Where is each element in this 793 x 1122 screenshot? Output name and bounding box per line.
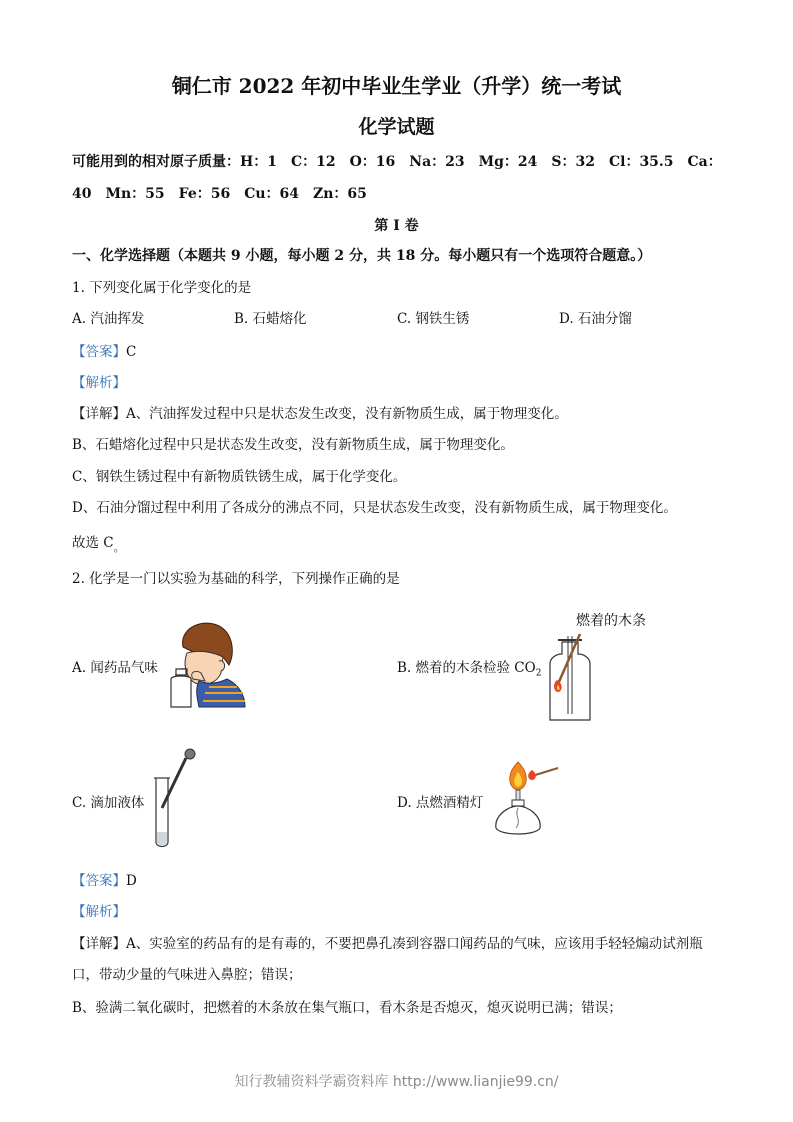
q1-stem: 1. 下列变化属于化学变化的是 <box>72 280 252 296</box>
exam-title: 铜仁市 2022 年初中毕业生学业（升学）统一考试 <box>171 74 622 98</box>
q1-conclusion <box>72 531 125 554</box>
detail-tag: 【详解】 <box>72 936 126 952</box>
q2-option-d: D. 点燃酒精灯 <box>397 795 484 811</box>
exam-subtitle: 化学试题 <box>358 116 435 138</box>
lamp-cap <box>512 800 524 806</box>
dropper-bulb <box>185 749 195 759</box>
option-b-subscript: 2 <box>535 668 542 679</box>
q1-detail-a <box>72 402 568 422</box>
q2-detail-a1 <box>72 932 703 952</box>
q2-option-b <box>397 656 541 679</box>
liquid <box>157 832 167 845</box>
section-heading: 一、化学选择题（本题共 9 小题，每小题 2 分，共 18 分。每小题只有一个选项符合题意。） <box>72 248 652 264</box>
q1-option-a: A. 汽油挥发 <box>72 311 145 327</box>
page-footer: 知行教辅资料学霸资料库 http://www.lianjie99.cn/ <box>234 1074 559 1090</box>
answer-value: C <box>126 344 137 360</box>
q1-option-c: C. 钢铁生锈 <box>397 311 470 327</box>
q2-option-c: C. 滴加液体 <box>72 795 145 811</box>
detail-text: A、汽油挥发过程中只是状态发生改变，没有新物质生成，属于物理变化。 <box>126 406 568 422</box>
q1-answer <box>72 340 136 360</box>
figure-dropper <box>150 748 200 852</box>
q2-answer <box>72 869 137 889</box>
atomic-mass-line2: 40 Mn：55 Fe：56 Cu：64 Zn：65 <box>72 186 367 202</box>
figure-alcohol-lamp <box>488 758 564 840</box>
q2-detail-b: B、验满二氧化碳时，把燃着的木条放在集气瓶口，看木条是否熄灭，熄灭说明已满；错误； <box>72 1000 622 1016</box>
bottle-neck <box>176 669 186 675</box>
q1-detail-b: B、石蜡熔化过程中只是状态发生改变，没有新物质生成，属于物理变化。 <box>72 437 514 453</box>
option-b-text: B. 燃着的木条检验 CO <box>397 660 536 676</box>
q1-option-b: B. 石蜡熔化 <box>234 311 307 327</box>
q1-detail-d: D、石油分馏过程中利用了各成分的沸点不同，只是状态发生改变，没有新物质生成，属于物理变化。 <box>72 500 677 516</box>
match-stick <box>532 768 558 776</box>
conclusion-text: 故选 C <box>72 535 114 551</box>
q2-option-a: A. 闻药品气味 <box>72 660 158 676</box>
answer-tag: 【答案】 <box>72 873 126 889</box>
figure-smell-bottle <box>165 617 245 709</box>
atomic-mass-line1: 可能用到的相对原子质量：H：1 C：12 O：16 Na：23 Mg：24 S：32 Cl：35.5 Ca： <box>72 154 722 170</box>
match-flame <box>528 770 536 780</box>
q2-analysis-tag: 【解析】 <box>72 904 126 920</box>
answer-tag: 【答案】 <box>72 344 126 360</box>
q2-stem: 2. 化学是一门以实验为基础的科学，下列操作正确的是 <box>72 571 400 587</box>
detail-text: A、实验室的药品有的是有毒的，不要把鼻孔凑到容器口闻药品的气味，应该用手轻轻煽动试剂瓶 <box>126 936 703 952</box>
volume-heading: 第 I 卷 <box>374 218 419 234</box>
q2-detail-a2: 口，带动少量的气味进入鼻腔；错误； <box>72 967 302 983</box>
figure-gas-bottle <box>540 628 600 724</box>
q1-detail-c: C、钢铁生锈过程中有新物质铁锈生成，属于化学变化。 <box>72 469 407 485</box>
lamp-wick <box>516 790 520 800</box>
q1-analysis-tag: 【解析】 <box>72 375 126 391</box>
detail-tag: 【详解】 <box>72 406 126 422</box>
answer-value: D <box>126 873 137 889</box>
figure-b-label: 燃着的木条 <box>576 613 646 629</box>
q1-option-d: D. 石油分馏 <box>559 311 632 327</box>
conclusion-mark: 。 <box>113 541 125 554</box>
